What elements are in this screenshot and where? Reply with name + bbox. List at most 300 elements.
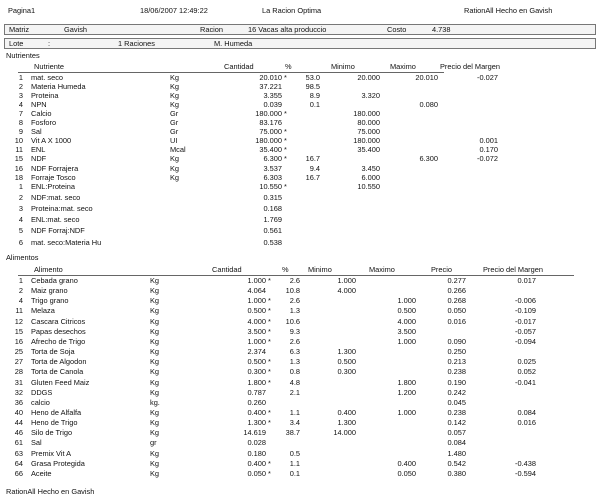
costo-label: Costo bbox=[387, 25, 407, 34]
unit: Kg bbox=[150, 347, 160, 357]
ratio-row bbox=[0, 216, 600, 225]
ratio-name: Proteina:mat. seco bbox=[31, 204, 93, 214]
percent: 0.8 bbox=[289, 367, 300, 377]
percent: 98.5 bbox=[305, 82, 320, 92]
unit: Kg bbox=[150, 336, 160, 346]
percent: 1.3 bbox=[289, 357, 300, 367]
nutrient-name: ENL bbox=[31, 145, 46, 155]
food-row bbox=[0, 389, 600, 398]
footer-brand: RationAll Hecho en Gavish bbox=[6, 487, 95, 496]
food-row bbox=[0, 419, 600, 428]
row-number: 63 bbox=[14, 448, 23, 458]
price: 0.084 bbox=[447, 438, 466, 448]
maximum: 1.200 bbox=[397, 387, 416, 397]
row-number: 64 bbox=[14, 458, 23, 468]
col-cantidad: Cantidad bbox=[212, 265, 242, 274]
margin-price: -0.057 bbox=[515, 326, 536, 336]
price: 0.266 bbox=[447, 286, 466, 296]
nutrient-name: Calcio bbox=[31, 109, 52, 119]
quantity: 4.064 bbox=[247, 286, 266, 296]
food-name: Torta de Canola bbox=[31, 367, 84, 377]
bound-marker: * bbox=[284, 127, 287, 137]
maximum: 4.000 bbox=[397, 316, 416, 326]
maximum: 0.500 bbox=[397, 306, 416, 316]
unit: Kg bbox=[170, 82, 180, 92]
unit: Kg bbox=[150, 296, 160, 306]
margin-price: -0.109 bbox=[515, 306, 536, 316]
col-minimo: Minimo bbox=[308, 265, 332, 274]
unit: Kg bbox=[150, 357, 160, 367]
quantity: 0.500 bbox=[247, 357, 266, 367]
food-row bbox=[0, 470, 600, 479]
margin-price: -0.072 bbox=[477, 154, 498, 164]
maximum: 6.300 bbox=[419, 154, 438, 164]
nutrient-name: Fosforo bbox=[31, 118, 57, 128]
row-number: 6 bbox=[18, 237, 23, 247]
quantity: 6.300 bbox=[263, 154, 282, 164]
percent: 53.0 bbox=[305, 73, 320, 82]
food-row bbox=[0, 358, 600, 367]
margin-price: 0.052 bbox=[517, 367, 536, 377]
minimum: 1.300 bbox=[337, 418, 356, 428]
maximum: 20.010 bbox=[415, 73, 438, 82]
maximum: 0.400 bbox=[397, 458, 416, 468]
percent: 10.8 bbox=[285, 286, 300, 296]
food-row bbox=[0, 368, 600, 377]
maximum: 1.000 bbox=[397, 336, 416, 346]
food-name: Silo de Trigo bbox=[31, 428, 73, 438]
unit: Kg bbox=[150, 276, 160, 285]
quantity: 0.028 bbox=[247, 438, 266, 448]
row-number: 18 bbox=[14, 172, 23, 182]
matriz-label: Matriz bbox=[9, 25, 30, 34]
price: 0.213 bbox=[447, 357, 466, 367]
row-number: 61 bbox=[14, 438, 23, 448]
unit: kg. bbox=[150, 397, 160, 407]
percent: 9.3 bbox=[289, 326, 300, 336]
minimum: 1.000 bbox=[337, 276, 356, 285]
quantity: 83.176 bbox=[259, 118, 282, 128]
minimum: 1.300 bbox=[337, 347, 356, 357]
unit: Mcal bbox=[170, 145, 186, 155]
percent: 0.5 bbox=[289, 448, 300, 458]
margin-price: -0.017 bbox=[515, 316, 536, 326]
minimum: 4.000 bbox=[337, 286, 356, 296]
quantity: 0.050 bbox=[247, 468, 266, 478]
minimum: 180.000 bbox=[353, 109, 380, 119]
page-label: Pagina1 bbox=[8, 6, 36, 15]
col-cantidad: Cantidad bbox=[224, 62, 254, 71]
unit: Kg bbox=[150, 428, 160, 438]
nutrient-name: Sal bbox=[31, 127, 42, 137]
quantity: 0.300 bbox=[247, 367, 266, 377]
unit: Kg bbox=[150, 468, 160, 478]
percent: 8.9 bbox=[309, 91, 320, 101]
quantity: 0.168 bbox=[263, 204, 282, 214]
minimum: 75.000 bbox=[357, 127, 380, 137]
price: 0.542 bbox=[447, 458, 466, 468]
row-number: 11 bbox=[15, 306, 23, 316]
food-name: DDGS bbox=[31, 387, 53, 397]
row-number: 5 bbox=[18, 226, 23, 236]
food-name: Cebada grano bbox=[31, 276, 78, 285]
percent: 6.3 bbox=[289, 347, 300, 357]
quantity: 35.400 bbox=[259, 145, 282, 155]
bound-marker: * bbox=[268, 367, 271, 377]
price: 0.238 bbox=[447, 407, 466, 417]
quantity: 4.000 bbox=[247, 316, 266, 326]
unit: Kg bbox=[170, 73, 180, 82]
quantity: 2.374 bbox=[247, 347, 266, 357]
percent: 3.4 bbox=[289, 418, 300, 428]
margin-price: 0.084 bbox=[517, 407, 536, 417]
quantity: 0.400 bbox=[247, 458, 266, 468]
margin-price: 0.025 bbox=[517, 357, 536, 367]
price: 0.050 bbox=[447, 306, 466, 316]
ratio-name: NDF Forraj:NDF bbox=[31, 226, 85, 236]
minimum: 3.450 bbox=[361, 163, 380, 173]
matriz-value: Gavish bbox=[64, 25, 88, 34]
col-pct: % bbox=[285, 62, 292, 71]
ratio-row bbox=[0, 239, 600, 248]
bound-marker: * bbox=[268, 407, 271, 417]
quantity: 37.221 bbox=[259, 82, 282, 92]
food-name: Papas desechos bbox=[31, 326, 86, 336]
bound-marker: * bbox=[284, 109, 287, 119]
row-number: 4 bbox=[18, 215, 23, 225]
minimum: 10.550 bbox=[357, 182, 380, 191]
unit: Kg bbox=[170, 100, 180, 110]
unit: Kg bbox=[150, 407, 160, 417]
price: 0.016 bbox=[447, 316, 466, 326]
row-number: 25 bbox=[14, 347, 23, 357]
quantity: 3.355 bbox=[263, 91, 282, 101]
food-name: Melaza bbox=[31, 306, 55, 316]
food-name: Maiz grano bbox=[31, 286, 68, 296]
nutrient-row bbox=[0, 128, 600, 137]
row-number: 2 bbox=[18, 193, 23, 203]
bound-marker: * bbox=[268, 276, 271, 285]
quantity: 75.000 bbox=[259, 127, 282, 137]
percent: 2.1 bbox=[289, 387, 300, 397]
margin-price: 0.170 bbox=[479, 145, 498, 155]
col-precio-margen: Precio del Margen bbox=[483, 265, 543, 274]
price: 0.057 bbox=[447, 428, 466, 438]
unit: Kg bbox=[170, 91, 180, 101]
humeda-label: M. Humeda bbox=[214, 39, 253, 48]
unit: gr bbox=[150, 438, 157, 448]
nutrient-row bbox=[0, 137, 600, 146]
bound-marker: * bbox=[268, 377, 271, 387]
nutrient-name: Forraje Tosco bbox=[31, 172, 76, 182]
row-number: 10 bbox=[14, 136, 23, 146]
food-row bbox=[0, 409, 600, 418]
minimum: 80.000 bbox=[357, 118, 380, 128]
minimum: 35.400 bbox=[357, 145, 380, 155]
percent: 2.6 bbox=[289, 276, 300, 285]
ratio-row bbox=[0, 227, 600, 236]
percent: 16.7 bbox=[305, 154, 320, 164]
nutrient-name: Materia Humeda bbox=[31, 82, 86, 92]
maximum: 3.500 bbox=[397, 326, 416, 336]
percent: 1.1 bbox=[289, 407, 300, 417]
food-name: Heno de Trigo bbox=[31, 418, 78, 428]
margin-price: 0.017 bbox=[517, 276, 536, 285]
minimum: 6.000 bbox=[361, 172, 380, 182]
nutrient-name: NDF Forrajera bbox=[31, 163, 79, 173]
col-nutriente: Nutriente bbox=[34, 62, 64, 71]
price: 0.238 bbox=[447, 367, 466, 377]
unit: Kg bbox=[150, 448, 160, 458]
unit: Kg bbox=[150, 286, 160, 296]
food-name: Torta de Algodon bbox=[31, 357, 87, 367]
food-name: Heno de Alfalfa bbox=[31, 407, 82, 417]
row-number: 2 bbox=[18, 286, 23, 296]
percent: 0.1 bbox=[309, 100, 320, 110]
percent: 16.7 bbox=[305, 172, 320, 182]
maximum: 0.050 bbox=[397, 468, 416, 478]
food-row bbox=[0, 450, 600, 459]
minimum: 0.500 bbox=[337, 357, 356, 367]
report-title: La Racion Optima bbox=[262, 6, 322, 15]
bound-marker: * bbox=[268, 336, 271, 346]
minimum: 3.320 bbox=[361, 91, 380, 101]
row-number: 3 bbox=[18, 91, 23, 101]
row-number: 4 bbox=[18, 100, 23, 110]
bound-marker: * bbox=[268, 306, 271, 316]
unit: Gr bbox=[170, 127, 179, 137]
unit: UI bbox=[170, 136, 178, 146]
minimum: 180.000 bbox=[353, 136, 380, 146]
ratio-name: ENL:Proteina bbox=[31, 182, 75, 191]
unit: Kg bbox=[150, 367, 160, 377]
col-pct: % bbox=[282, 265, 289, 274]
nutrient-row bbox=[0, 101, 600, 110]
percent: 38.7 bbox=[285, 428, 300, 438]
row-number: 31 bbox=[14, 377, 23, 387]
row-number: 28 bbox=[14, 367, 23, 377]
quantity: 0.561 bbox=[263, 226, 282, 236]
food-row bbox=[0, 429, 600, 438]
price: 0.250 bbox=[447, 347, 466, 357]
food-row bbox=[0, 439, 600, 448]
unit: Gr bbox=[170, 118, 179, 128]
food-name: Sal bbox=[31, 438, 42, 448]
quantity: 0.180 bbox=[247, 448, 266, 458]
margin-price: -0.438 bbox=[515, 458, 536, 468]
costo-value: 4.738 bbox=[432, 25, 451, 34]
unit: Kg bbox=[150, 326, 160, 336]
quantity: 3.537 bbox=[263, 163, 282, 173]
ratio-row bbox=[0, 194, 600, 203]
row-number: 1 bbox=[18, 182, 23, 191]
quantity: 1.769 bbox=[263, 215, 282, 225]
nutrient-name: Vit A X 1000 bbox=[31, 136, 72, 146]
brand-name: RationAll Hecho en Gavish bbox=[464, 6, 553, 15]
report-date: 18/06/2007 12:49:22 bbox=[140, 6, 208, 15]
nutrients-rule bbox=[18, 72, 444, 73]
percent: 2.6 bbox=[289, 336, 300, 346]
row-number: 15 bbox=[14, 326, 23, 336]
bound-marker: * bbox=[268, 326, 271, 336]
row-number: 16 bbox=[14, 163, 23, 173]
food-row bbox=[0, 318, 600, 327]
col-minimo: Minimo bbox=[331, 62, 355, 71]
foods-section-title: Alimentos bbox=[6, 253, 39, 262]
nutrient-row bbox=[0, 110, 600, 119]
margin-price: -0.027 bbox=[477, 73, 498, 82]
food-row bbox=[0, 379, 600, 388]
bound-marker: * bbox=[268, 468, 271, 478]
food-row bbox=[0, 348, 600, 357]
quantity: 0.315 bbox=[263, 193, 282, 203]
percent: 9.4 bbox=[309, 163, 320, 173]
food-name: Afrecho de Trigo bbox=[31, 336, 86, 346]
bound-marker: * bbox=[284, 182, 287, 191]
row-number: 66 bbox=[14, 468, 23, 478]
percent: 10.6 bbox=[285, 316, 300, 326]
row-number: 8 bbox=[18, 118, 23, 128]
quantity: 180.000 bbox=[255, 109, 282, 119]
quantity: 0.260 bbox=[247, 397, 266, 407]
food-name: Trigo grano bbox=[31, 296, 69, 306]
lote-value: : bbox=[48, 39, 51, 48]
quantity: 0.538 bbox=[263, 237, 282, 247]
minimum: 20.000 bbox=[357, 73, 380, 82]
row-number: 1 bbox=[18, 276, 23, 285]
food-row bbox=[0, 307, 600, 316]
quantity: 1.000 bbox=[247, 336, 266, 346]
nutrient-row bbox=[0, 83, 600, 92]
percent: 2.6 bbox=[289, 296, 300, 306]
row-number: 15 bbox=[14, 154, 23, 164]
margin-price: -0.041 bbox=[515, 377, 536, 387]
unit: Kg bbox=[150, 387, 160, 397]
unit: Kg bbox=[170, 172, 180, 182]
nutrient-row bbox=[0, 92, 600, 101]
nutrient-row bbox=[0, 155, 600, 164]
row-number: 16 bbox=[14, 336, 23, 346]
margin-price: -0.006 bbox=[515, 296, 536, 306]
food-name: Aceite bbox=[31, 468, 52, 478]
ratio-name: ENL:mat. seco bbox=[31, 215, 80, 225]
quantity: 20.010 bbox=[259, 73, 282, 82]
price: 0.242 bbox=[447, 387, 466, 397]
bound-marker: * bbox=[268, 418, 271, 428]
unit: Gr bbox=[170, 109, 179, 119]
quantity: 1.000 bbox=[247, 296, 266, 306]
price: 0.380 bbox=[447, 468, 466, 478]
unit: Kg bbox=[150, 377, 160, 387]
row-number: 46 bbox=[14, 428, 23, 438]
row-number: 2 bbox=[18, 82, 23, 92]
lote-bar bbox=[4, 38, 596, 49]
nutrient-row bbox=[0, 146, 600, 155]
quantity: 14.619 bbox=[243, 428, 266, 438]
food-name: Premix Vit A bbox=[31, 448, 72, 458]
quantity: 6.303 bbox=[263, 172, 282, 182]
quantity: 0.787 bbox=[247, 387, 266, 397]
price: 0.045 bbox=[447, 397, 466, 407]
row-number: 27 bbox=[14, 357, 23, 367]
food-row bbox=[0, 338, 600, 347]
lote-label: Lote bbox=[9, 39, 24, 48]
raciones-count: 1 Raciones bbox=[118, 39, 155, 48]
food-row bbox=[0, 287, 600, 296]
margin-price: -0.094 bbox=[515, 336, 536, 346]
nutrient-name: NPN bbox=[31, 100, 47, 110]
price: 0.190 bbox=[447, 377, 466, 387]
price: 0.090 bbox=[447, 336, 466, 346]
quantity: 180.000 bbox=[255, 136, 282, 146]
maximum: 0.080 bbox=[419, 100, 438, 110]
ratio-row bbox=[0, 183, 600, 192]
price: 1.480 bbox=[447, 448, 466, 458]
minimum: 14.000 bbox=[333, 428, 356, 438]
percent: 0.1 bbox=[289, 468, 300, 478]
nutrient-row bbox=[0, 174, 600, 183]
food-row bbox=[0, 460, 600, 469]
percent: 1.1 bbox=[289, 458, 300, 468]
col-precio-margen: Precio del Margen bbox=[440, 62, 500, 71]
ratio-name: mat. seco:Materia Hu bbox=[31, 237, 102, 247]
racion-label: Racion bbox=[200, 25, 224, 34]
maximum: 1.800 bbox=[397, 377, 416, 387]
food-row bbox=[0, 328, 600, 337]
nutrients-section-title: Nutrientes bbox=[6, 51, 40, 60]
unit: Kg bbox=[170, 163, 180, 173]
unit: Kg bbox=[150, 316, 160, 326]
row-number: 11 bbox=[15, 145, 23, 155]
row-number: 36 bbox=[14, 397, 23, 407]
margin-price: 0.016 bbox=[517, 418, 536, 428]
food-row bbox=[0, 277, 600, 286]
col-maximo: Maximo bbox=[390, 62, 416, 71]
price: 0.142 bbox=[447, 418, 466, 428]
food-name: calcio bbox=[31, 397, 50, 407]
racion-value: 16 Vacas alta produccio bbox=[248, 25, 327, 34]
food-name: Grasa Protegida bbox=[31, 458, 85, 468]
row-number: 9 bbox=[18, 127, 23, 137]
bound-marker: * bbox=[284, 154, 287, 164]
foods-header bbox=[0, 266, 600, 275]
bound-marker: * bbox=[284, 136, 287, 146]
bound-marker: * bbox=[268, 296, 271, 306]
row-number: 12 bbox=[14, 316, 23, 326]
food-name: Cascara Citricos bbox=[31, 316, 86, 326]
quantity: 1.300 bbox=[247, 418, 266, 428]
quantity: 3.500 bbox=[247, 326, 266, 336]
unit: Kg bbox=[150, 306, 160, 316]
row-number: 4 bbox=[18, 296, 23, 306]
margin-price: 0.001 bbox=[479, 136, 498, 146]
quantity: 1.000 bbox=[247, 276, 266, 285]
food-row bbox=[0, 399, 600, 408]
bound-marker: * bbox=[284, 73, 287, 82]
col-alimento: Alimento bbox=[34, 265, 63, 274]
unit: Kg bbox=[170, 154, 180, 164]
nutrient-row bbox=[0, 119, 600, 128]
margin-price: -0.594 bbox=[515, 468, 536, 478]
bound-marker: * bbox=[268, 357, 271, 367]
row-number: 40 bbox=[14, 407, 23, 417]
quantity: 0.500 bbox=[247, 306, 266, 316]
ratio-name: NDF:mat. seco bbox=[31, 193, 81, 203]
food-name: Gluten Feed Maiz bbox=[31, 377, 90, 387]
row-number: 1 bbox=[18, 73, 23, 82]
unit: Kg bbox=[150, 418, 160, 428]
row-number: 3 bbox=[18, 204, 23, 214]
